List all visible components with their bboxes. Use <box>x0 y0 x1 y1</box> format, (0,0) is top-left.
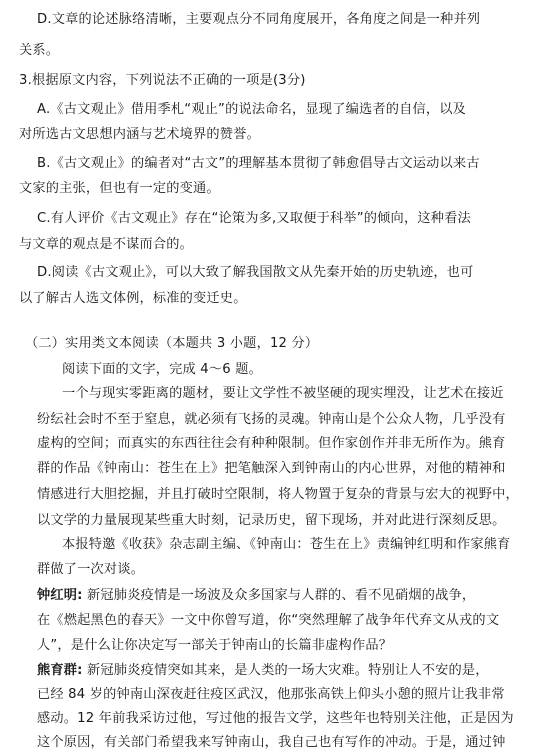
dialogue-1-line-1 <box>37 587 550 605</box>
para-2-line-2: 群做了一次对谈。 <box>37 562 145 577</box>
option-c-line-1: C.有人评价《古文观止》存在“论策为多,又取便于科举”的倾向，这种看法 <box>37 211 471 226</box>
dialogue-1-line-3: 人”，是什么让你决定写一部关于钟南山的长篇非虚构作品？ <box>37 638 393 653</box>
question-3-stem: 3.根据原文内容，下列说法不正确的一项是(3分) <box>19 73 306 88</box>
dialogue-2-text: 新冠肺炎疫情突如其来，是人类的一场大灾难。特别让人不安的是， <box>87 663 489 678</box>
section-heading: （二）实用类文本阅读（本题共 3 小题，12 分） <box>25 336 319 351</box>
dialogue-1-line-2: 在《燃起黑色的春天》一文中你曾写道，你“突然理解了战争年代弃文从戎的文 <box>37 613 500 628</box>
option-a-line-2: 对所选古文思想内涵与艺术境界的赞誉。 <box>19 127 260 142</box>
para-2-line-1: 本报特邀《收获》杂志副主编、《钟南山：苍生在上》责编钟红明和作家熊育 <box>62 537 511 552</box>
option-b-line-1: B.《古文观止》的编者对“古文”的理解基本贯彻了韩愈倡导古文运动以来古 <box>37 156 480 171</box>
dialogue-1-text: 新冠肺炎疫情是一场波及众多国家与人群的、看不见硝烟的战争， <box>87 588 476 603</box>
option-b-line-2: 文家的主张，但也有一定的变通。 <box>19 181 220 196</box>
option-d-line-1: D.文章的论述脉络清晰，主要观点分不同角度展开，各角度之间是一种并列 <box>37 12 481 27</box>
para-1-line-3: 虚构的空间；而真实的东西往往会有种种限制。但作家创作并非无所作为。熊育 <box>37 436 506 451</box>
reading-instruction: 阅读下面的文字，完成 4～6 题。 <box>62 362 263 377</box>
para-1-line-2: 纷纭社会时不至于窒息，就必须有飞扬的灵魂。钟南山是个公众人物，几乎没有 <box>37 412 506 427</box>
para-1-line-6: 以文学的力量展现某些重大时刻，记录历史，留下现场，并对此进行深刻反思。 <box>37 513 506 528</box>
para-1-line-4: 群的作品《钟南山：苍生在上》把笔触深入到钟南山的内心世界，对他的精神和 <box>37 461 506 476</box>
para-1-line-1: 一个与现实零距离的题材，要让文学性不被坚硬的现实埋没，让艺术在接近 <box>62 386 504 401</box>
option-d2-line-1: D.阅读《古文观止》，可以大致了解我国散文从先秦开始的历史轨迹，也可 <box>37 265 474 280</box>
option-a-line-1: A.《古文观止》借用季札“观止”的说法命名，显现了编选者的自信，以及 <box>37 102 467 117</box>
speaker-xiong-yuqun: 熊育群: <box>37 663 83 678</box>
dialogue-2-line-1 <box>37 662 550 680</box>
option-d-line-2: 关系。 <box>19 43 60 58</box>
para-1-line-5: 情感进行大胆挖掘，并且打破时空限制，将人物置于复杂的背景与宏大的视野中， <box>37 487 519 502</box>
dialogue-2-line-2: 已经 84 岁的钟南山深夜赶往疫区武汉，他那张高铁上仰头小憩的照片让我非常 <box>37 687 505 702</box>
dialogue-2-line-4: 这个原因，有关部门希望我来写钟南山，我自己也有写作的冲动。于是，通过钟 <box>37 735 506 750</box>
option-d2-line-2: 以了解古人选文体例，标准的变迁史。 <box>19 291 247 306</box>
dialogue-2-line-3: 感动。12 年前我采访过他，写过他的报告文学，这些年也特别关注他，正是因为 <box>37 711 514 726</box>
option-c-line-2: 与文章的观点是不谋而合的。 <box>19 237 194 252</box>
speaker-zhong-hongming: 钟红明: <box>37 588 83 603</box>
